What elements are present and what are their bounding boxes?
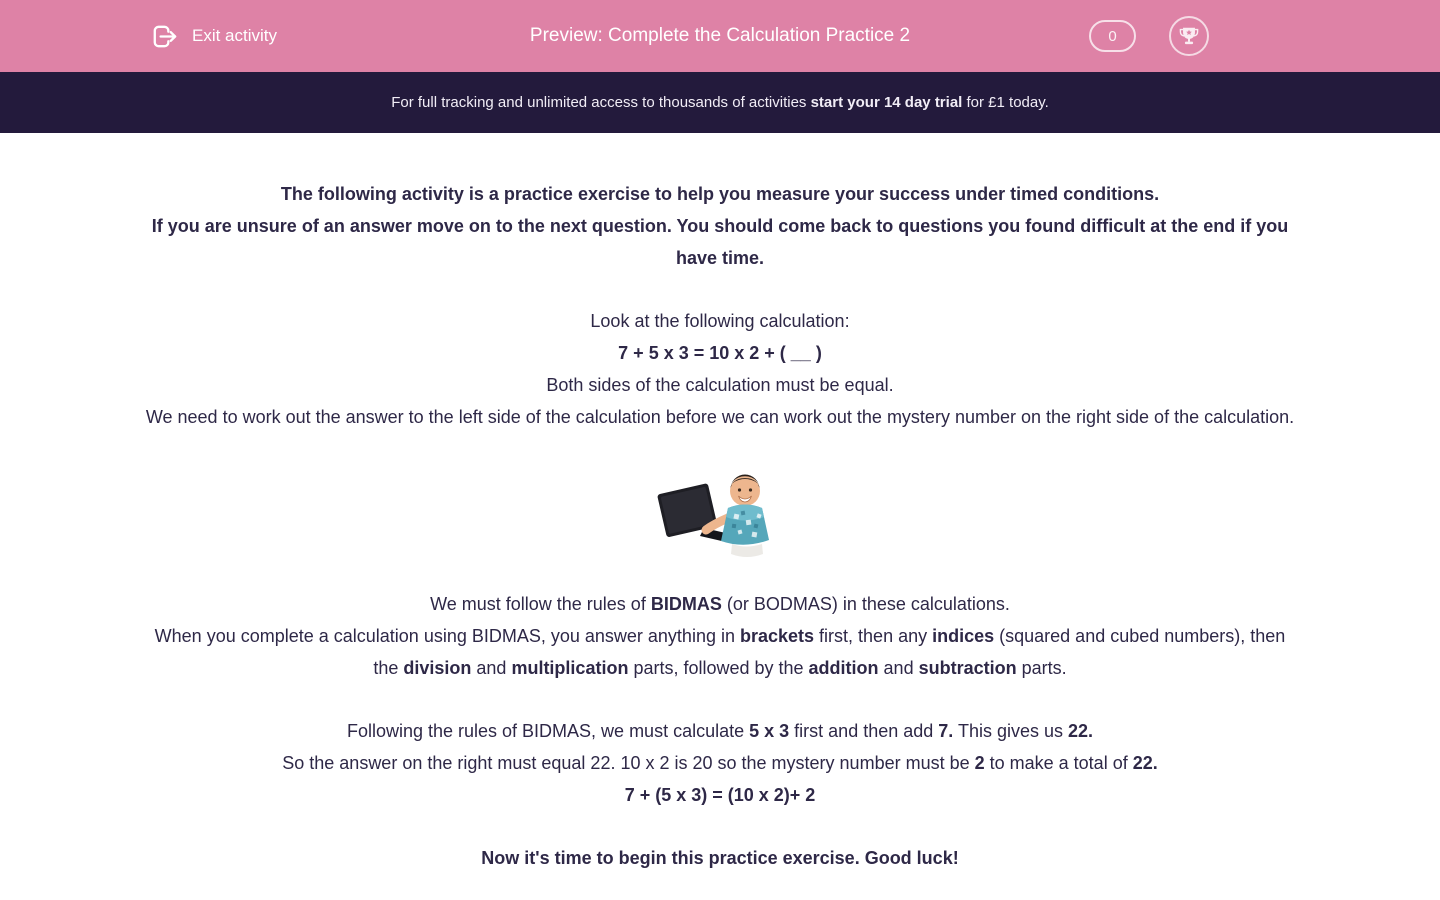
page-title: Preview: Complete the Calculation Practice 2 bbox=[529, 25, 911, 46]
paragraph: Now it's time to begin this practice exercise. Good luck! bbox=[481, 848, 959, 868]
paragraph: We must follow the rules of BIDMAS (or BODMAS) in these calculations. When you complete a calculation using BIDMAS, you answer anything in brackets first, then any indices (squared and cubed numbers), then the division and multiplication parts, followed by the addition and subtraction parts. bbox=[154, 594, 1286, 678]
paragraph: The following activity is a practice exercise to help you measure your success under timed conditions. If you are unsure of an answer move on to the next question. You should come back to questions you found difficult at the end if you have time. bbox=[151, 184, 1289, 268]
trophy-icon bbox=[1178, 25, 1200, 47]
instructions-bottom bbox=[140, 588, 1300, 874]
trial-banner bbox=[0, 72, 1440, 133]
paragraph: Look at the following calculation: 7 + 5 x 3 = 10 x 2 + ( __ ) Both sides of the calculation must be equal. We need to work out the answer to the left side of the calculation before we can work out the mystery number on the right side of the calculation. bbox=[145, 311, 1295, 427]
exit-activity-label: Exit activity bbox=[192, 26, 278, 45]
paragraph: Following the rules of BIDMAS, we must calculate 5 x 3 first and then add 7. This gives us 22. So the answer on the right must equal 22. 10 x 2 is 20 so the mystery number must be 2 to make a total of 22. 7 + (5 x 3) = (10 x 2)+ 2 bbox=[282, 721, 1158, 805]
trophy-button[interactable] bbox=[1169, 16, 1209, 56]
worksheet-content bbox=[140, 133, 1300, 874]
instructions-top bbox=[140, 178, 1300, 433]
trial-banner-text: For full tracking and unlimited access to thousands of activities start your 14 day trial for £1 today. bbox=[391, 94, 1049, 111]
logout-icon bbox=[148, 21, 179, 52]
app-header bbox=[0, 0, 1440, 72]
illustration-wrap bbox=[140, 464, 1300, 560]
exit-activity-button[interactable] bbox=[148, 0, 277, 72]
score-value: 0 bbox=[1108, 27, 1117, 45]
score-badge bbox=[1089, 20, 1136, 52]
boy-holding-laptop-image bbox=[642, 464, 798, 560]
